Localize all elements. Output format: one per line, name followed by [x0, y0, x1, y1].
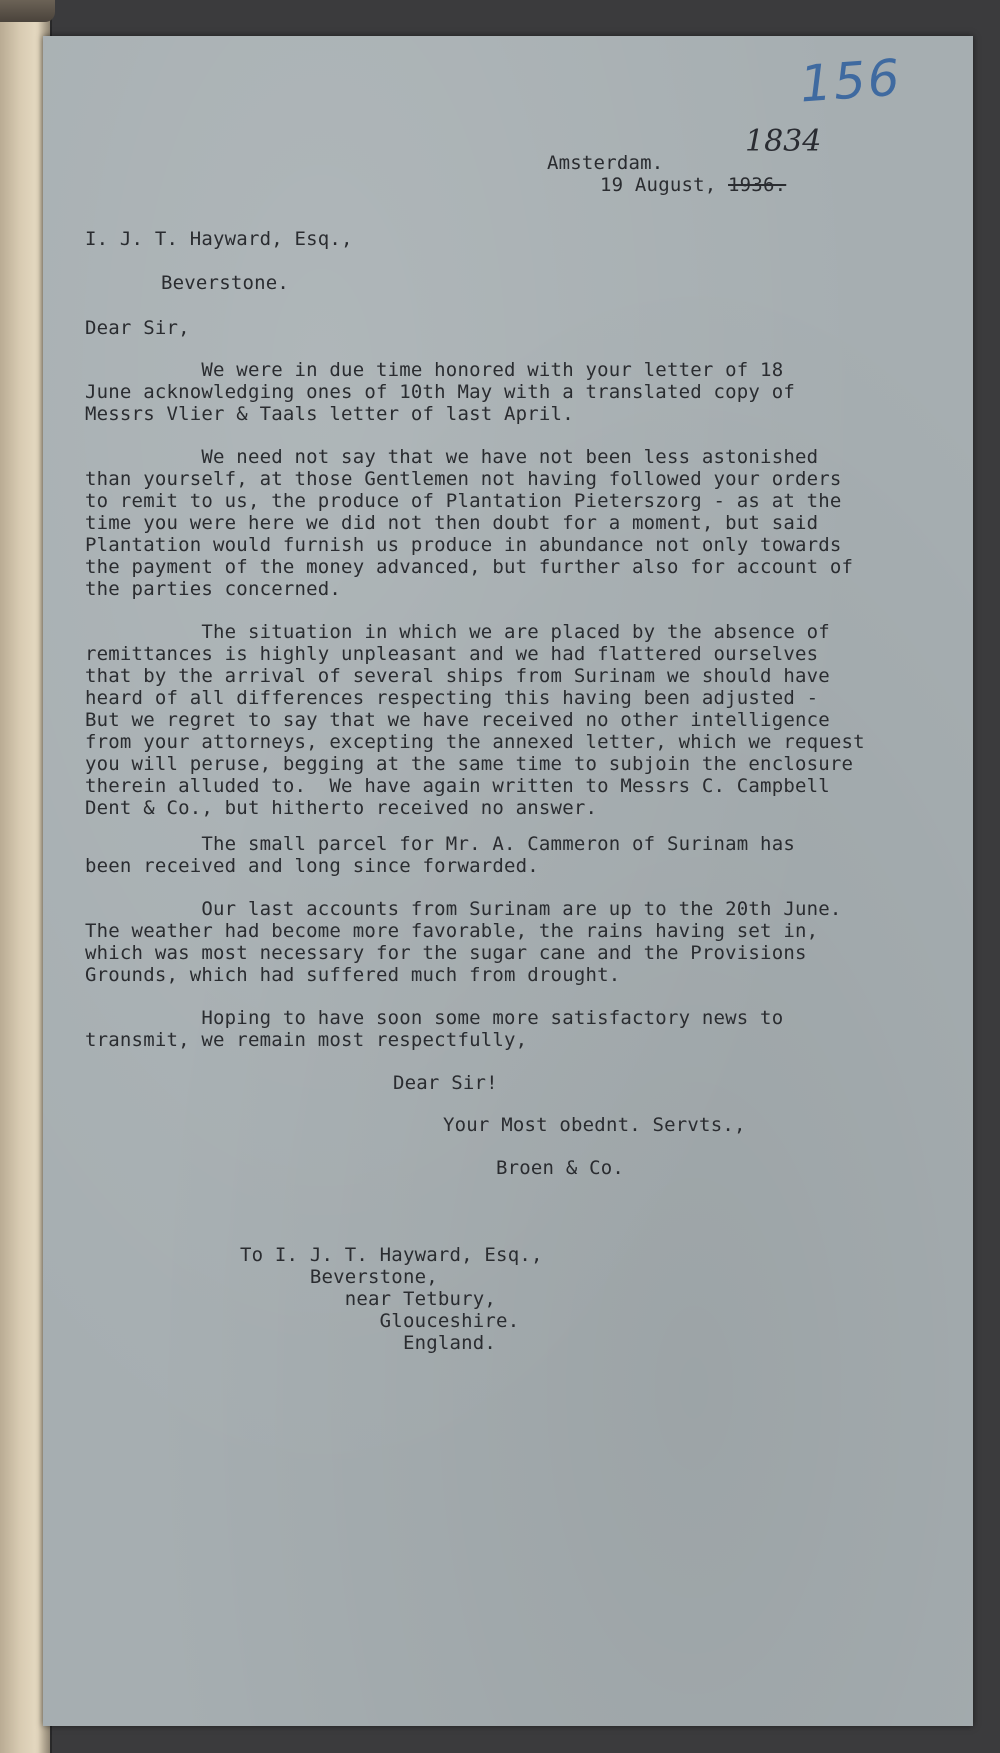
- header-date: [600, 175, 786, 197]
- text-line: remittances is highly unpleasant and we had flattered ourselves: [85, 643, 819, 665]
- address-line: Beverstone,: [240, 1266, 438, 1288]
- closing-salutation: Dear Sir!: [393, 1072, 498, 1094]
- text-line: We were in due time honored with your letter of 18: [85, 359, 784, 381]
- text-line: Messrs Vlier & Taals letter of last April.: [85, 403, 574, 425]
- address-line: England.: [240, 1332, 497, 1354]
- salutation: Dear Sir,: [85, 317, 190, 339]
- text-line: Our last accounts from Surinam are up to the 20th June.: [85, 898, 842, 920]
- text-line: But we regret to say that we have received no other intelligence: [85, 709, 830, 731]
- closing-servants: Your Most obednt. Servts.,: [443, 1114, 746, 1136]
- address-line: Glouceshire.: [240, 1310, 520, 1332]
- text-line: the parties concerned.: [85, 578, 342, 600]
- text-line: therein alluded to. We have again written to Messrs C. Campbell: [85, 775, 830, 797]
- addressee-place: Beverstone.: [161, 272, 290, 294]
- text-line: Grounds, which had suffered much from drought.: [85, 964, 621, 986]
- handwritten-year: 1834: [745, 124, 822, 159]
- text-line: from your attorneys, excepting the annexed letter, which we request: [85, 731, 865, 753]
- text-line: than yourself, at those Gentlemen not having followed your orders: [85, 468, 842, 490]
- address-line: To I. J. T. Hayward, Esq.,: [240, 1244, 543, 1266]
- text-line: that by the arrival of several ships from Surinam we should have: [85, 665, 830, 687]
- text-line: the payment of the money advanced, but further also for account of: [85, 556, 854, 578]
- folio-number: 156: [798, 48, 904, 114]
- text-line: June acknowledging ones of 10th May with a translated copy of: [85, 381, 795, 403]
- text-line: heard of all differences respecting this having been adjusted -: [85, 687, 819, 709]
- text-line: Plantation would furnish us produce in abundance not only towards: [85, 534, 842, 556]
- struck-typed-year: 1936.: [728, 174, 787, 196]
- text-line: Dent & Co., but hitherto received no answer.: [85, 797, 598, 819]
- text-line: The small parcel for Mr. A. Cammeron of Surinam has: [85, 833, 795, 855]
- text-line: which was most necessary for the sugar cane and the Provisions: [85, 942, 807, 964]
- text-line: you will peruse, begging at the same time to subjoin the enclosure: [85, 753, 854, 775]
- text-line: transmit, we remain most respectfully,: [85, 1029, 528, 1051]
- binding-clip: [0, 0, 55, 22]
- text-line: been received and long since forwarded.: [85, 855, 539, 877]
- text-line: The weather had become more favorable, the rains having set in,: [85, 920, 819, 942]
- text-line: The situation in which we are placed by the absence of: [85, 621, 830, 643]
- date-prefix: 19 August,: [600, 174, 729, 196]
- text-line: time you were here we did not then doubt for a moment, but said: [85, 512, 819, 534]
- address-line: near Tetbury,: [240, 1288, 497, 1310]
- text-line: We need not say that we have not been less astonished: [85, 446, 819, 468]
- header-city: Amsterdam.: [547, 152, 664, 174]
- addressee-name: I. J. T. Hayward, Esq.,: [85, 228, 353, 250]
- text-line: Hoping to have soon some more satisfactory news to: [85, 1007, 784, 1029]
- signature: Broen & Co.: [496, 1157, 625, 1179]
- text-line: to remit to us, the produce of Plantation Pieterszorg - as at the: [85, 490, 842, 512]
